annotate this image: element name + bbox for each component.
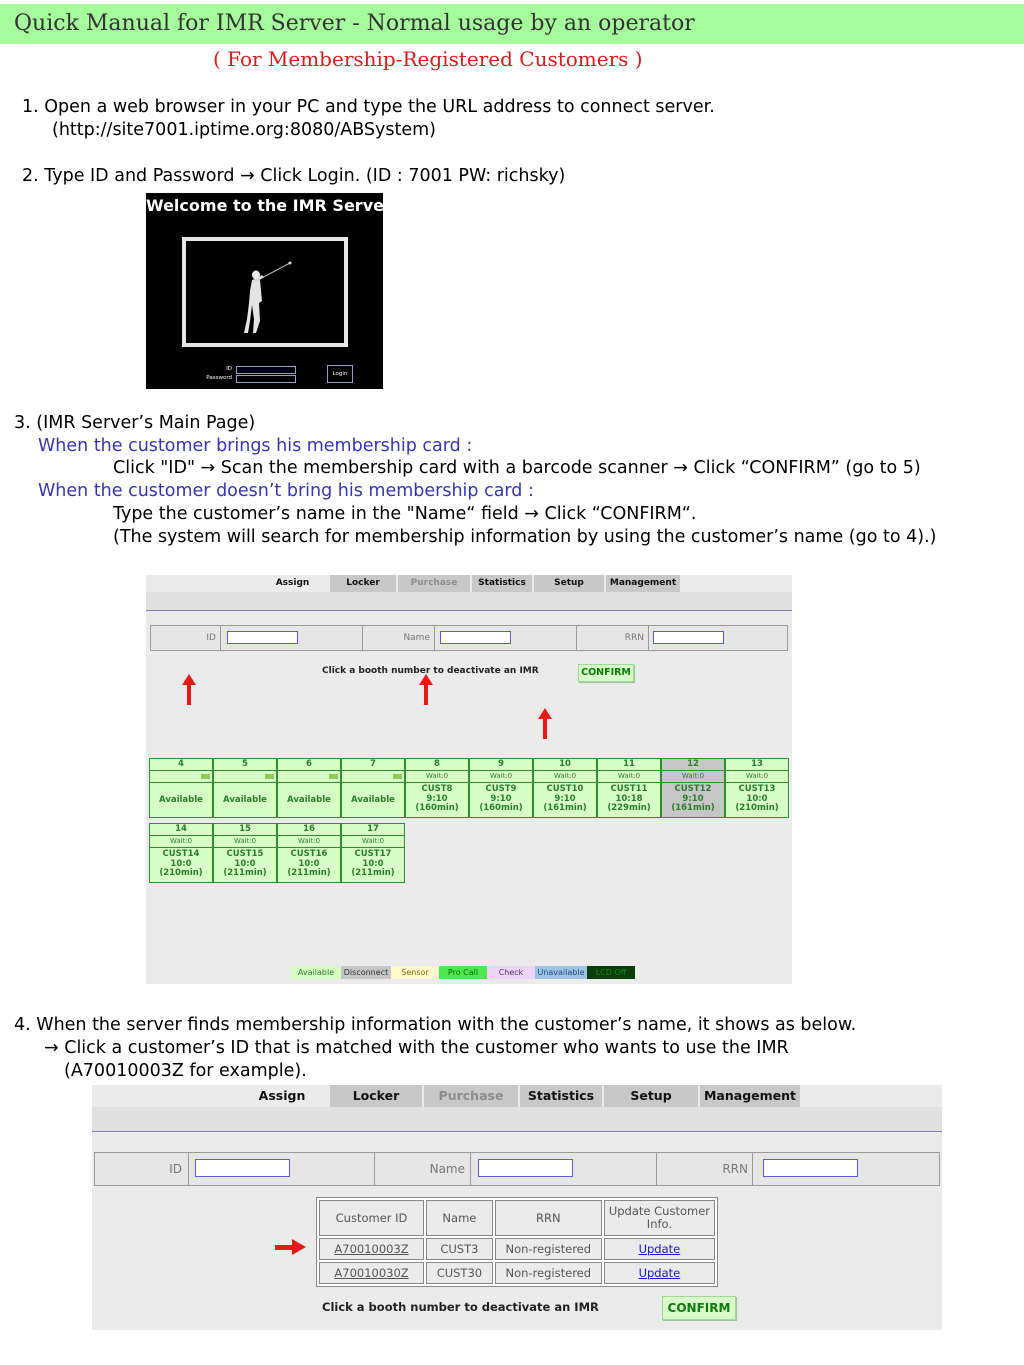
login-id-field[interactable] xyxy=(236,366,296,374)
page-subtitle: ( For Membership-Registered Customers ) xyxy=(213,47,643,71)
tab-setup[interactable]: Setup xyxy=(534,575,604,592)
id-input[interactable] xyxy=(195,1159,290,1177)
step4-example: (A70010003Z for example). xyxy=(64,1061,307,1081)
tab-purchase[interactable]: Purchase xyxy=(398,575,470,592)
col-customer-id: Customer ID xyxy=(319,1200,424,1236)
tab-management[interactable]: Management xyxy=(700,1085,800,1107)
search-name-label: Name xyxy=(429,1162,465,1176)
booth-12[interactable] xyxy=(661,758,725,818)
confirm-button[interactable]: CONFIRM xyxy=(578,664,634,682)
divider-line xyxy=(146,610,792,611)
toolbar-strip xyxy=(146,592,792,610)
login-screenshot xyxy=(146,193,392,389)
customer-id-cell[interactable] xyxy=(319,1262,424,1284)
booth-5[interactable] xyxy=(213,758,277,818)
search-rrn-label: RRN xyxy=(624,633,644,643)
customer-id-link[interactable]: A70010030Z xyxy=(334,1266,409,1280)
booth-17[interactable] xyxy=(341,823,405,883)
legend-item: Disconnect xyxy=(341,966,391,979)
step4-text: 4. When the server finds membership information with the customer’s name, it shows as below. xyxy=(14,1015,857,1035)
booth-wait: Wait:0 xyxy=(342,836,404,848)
search-name-label: Name xyxy=(403,633,430,643)
deactivate-instruction: Click a booth number to deactivate an IMR xyxy=(322,1300,599,1314)
booth-wait xyxy=(278,771,340,783)
tab-assign[interactable]: Assign xyxy=(234,1085,330,1107)
booth-wait: Wait:0 xyxy=(534,771,596,783)
rrn-cell: Non-registered xyxy=(495,1262,602,1284)
booth-status: Available xyxy=(159,795,203,805)
step3-case2-action2: (The system will search for membership information by using the customer’s name (go to 4).) xyxy=(113,527,937,547)
step3-heading: 3. (IMR Server’s Main Page) xyxy=(14,413,256,433)
golfer-image-frame xyxy=(182,237,348,347)
booth-number[interactable]: 13 xyxy=(726,759,788,771)
id-input[interactable] xyxy=(227,631,298,644)
booth-wait: Wait:0 xyxy=(406,771,468,783)
rrn-cell: Non-registered xyxy=(495,1238,602,1260)
customer-id-cell[interactable] xyxy=(319,1238,424,1260)
booth-wait xyxy=(214,771,276,783)
divider-line xyxy=(92,1131,942,1132)
booth-number[interactable]: 12 xyxy=(662,759,724,771)
booth-number[interactable]: 16 xyxy=(278,824,340,836)
search-bar xyxy=(150,625,788,651)
update-cell[interactable] xyxy=(604,1238,715,1260)
status-indicator-icon xyxy=(329,774,338,779)
rrn-input[interactable] xyxy=(763,1159,858,1177)
tab-locker[interactable]: Locker xyxy=(330,1085,422,1107)
booth-wait xyxy=(342,771,404,783)
booth-wait: Wait:0 xyxy=(726,771,788,783)
booth-status: CUST13 10:0 (210min) xyxy=(735,784,779,813)
booth-15[interactable] xyxy=(213,823,277,883)
login-button[interactable]: Login xyxy=(327,365,353,383)
booth-status: CUST14 10:0 (210min) xyxy=(159,849,203,878)
booth-status: Available xyxy=(287,795,331,805)
step1-text: 1. Open a web browser in your PC and type the URL address to connect server. xyxy=(22,97,715,117)
status-indicator-icon xyxy=(265,774,274,779)
booth-status: CUST12 9:10 (161min) xyxy=(662,783,724,817)
booth-wait: Wait:0 xyxy=(662,771,724,783)
legend-item: Available xyxy=(291,966,341,979)
booth-10[interactable] xyxy=(533,758,597,818)
login-password-field[interactable] xyxy=(236,375,296,383)
booth-6[interactable] xyxy=(277,758,341,818)
legend-item: LCD Off xyxy=(587,966,635,979)
name-cell: CUST30 xyxy=(426,1262,493,1284)
booth-9[interactable] xyxy=(469,758,533,818)
table-row xyxy=(319,1262,715,1284)
col-name: Name xyxy=(426,1200,493,1236)
legend-item: Pro Call xyxy=(439,966,487,979)
booth-number[interactable]: 11 xyxy=(598,759,660,771)
booth-number[interactable]: 5 xyxy=(214,759,276,771)
deactivate-instruction: Click a booth number to deactivate an IMR xyxy=(322,666,539,676)
toolbar-strip xyxy=(92,1107,942,1131)
search-rrn-label: RRN xyxy=(722,1162,748,1176)
customer-id-link[interactable]: A70010003Z xyxy=(334,1242,409,1256)
legend-item: Check xyxy=(487,966,535,979)
booth-11[interactable] xyxy=(597,758,661,818)
booth-number[interactable]: 9 xyxy=(470,759,532,771)
booth-14[interactable] xyxy=(149,823,213,883)
legend-item: Unavailable xyxy=(535,966,587,979)
status-indicator-icon xyxy=(393,774,402,779)
booth-status: CUST15 10:0 (211min) xyxy=(223,849,267,878)
golfer-figure-icon xyxy=(186,241,344,343)
search-result-screenshot xyxy=(92,1085,942,1330)
col-rrn: RRN xyxy=(495,1200,602,1236)
col-update: Update Customer Info. xyxy=(604,1200,715,1236)
name-input[interactable] xyxy=(478,1159,573,1177)
booth-wait: Wait:0 xyxy=(278,836,340,848)
page-title: Quick Manual for IMR Server - Normal usage by an operator xyxy=(14,11,695,36)
booth-number[interactable]: 15 xyxy=(214,824,276,836)
main-page-screenshot xyxy=(146,575,792,984)
table-row xyxy=(319,1238,715,1260)
booth-wait: Wait:0 xyxy=(598,771,660,783)
booth-status: CUST9 9:10 (160min) xyxy=(479,784,523,813)
step3-case1-action: Click "ID" → Scan the membership card with a barcode scanner → Click “CONFIRM” (go to 5) xyxy=(113,458,921,478)
login-password-label: Password xyxy=(206,375,232,381)
tab-locker[interactable]: Locker xyxy=(330,575,396,592)
tab-statistics[interactable]: Statistics xyxy=(520,1085,602,1107)
login-id-label: ID xyxy=(226,366,232,372)
name-cell: CUST3 xyxy=(426,1238,493,1260)
update-cell[interactable] xyxy=(604,1262,715,1284)
step3-case2: When the customer doesn’t bring his membership card : xyxy=(38,481,534,501)
confirm-button[interactable]: CONFIRM xyxy=(662,1296,736,1320)
booth-number[interactable]: 17 xyxy=(342,824,404,836)
booth-wait: Wait:0 xyxy=(150,836,212,848)
booth-status: CUST17 10:0 (211min) xyxy=(351,849,395,878)
booth-number[interactable]: 14 xyxy=(150,824,212,836)
booth-number[interactable]: 10 xyxy=(534,759,596,771)
booth-status: CUST16 10:0 (211min) xyxy=(287,849,331,878)
booth-7[interactable] xyxy=(341,758,405,818)
update-link[interactable]: Update xyxy=(638,1242,681,1256)
booth-4[interactable] xyxy=(149,758,213,818)
rrn-input[interactable] xyxy=(653,631,724,644)
step3-case2-action1: Type the customer’s name in the "Name“ field → Click “CONFIRM“. xyxy=(113,504,697,524)
search-id-label: ID xyxy=(169,1162,182,1176)
booth-13[interactable] xyxy=(725,758,789,818)
tab-setup[interactable]: Setup xyxy=(604,1085,698,1107)
tab-management[interactable]: Management xyxy=(606,575,680,592)
booth-wait: Wait:0 xyxy=(214,836,276,848)
legend-item: Sensor xyxy=(391,966,439,979)
search-id-label: ID xyxy=(206,633,216,643)
booth-status: Available xyxy=(223,795,267,805)
step2-text: 2. Type ID and Password → Click Login. (ID : 7001 PW: richsky) xyxy=(22,166,566,186)
update-link[interactable]: Update xyxy=(638,1266,681,1280)
booth-number[interactable]: 7 xyxy=(342,759,404,771)
booth-number[interactable]: 6 xyxy=(278,759,340,771)
step3-case1: When the customer brings his membership card : xyxy=(38,436,473,456)
step1-url: (http://site7001.iptime.org:8080/ABSystem) xyxy=(52,120,437,140)
name-input[interactable] xyxy=(440,631,511,644)
booth-status: CUST10 9:10 (161min) xyxy=(543,784,587,813)
booth-status: CUST11 10:18 (229min) xyxy=(607,784,651,813)
booth-wait xyxy=(150,771,212,783)
step4-instruction: → Click a customer’s ID that is matched with the customer who wants to use the IMR xyxy=(44,1038,789,1058)
booth-number[interactable]: 8 xyxy=(406,759,468,771)
search-bar xyxy=(94,1152,940,1186)
status-indicator-icon xyxy=(201,774,210,779)
booth-8[interactable] xyxy=(405,758,469,818)
table-header-row xyxy=(319,1200,715,1236)
booth-number[interactable]: 4 xyxy=(150,759,212,771)
tab-assign[interactable]: Assign xyxy=(255,575,330,592)
tab-purchase[interactable]: Purchase xyxy=(424,1085,518,1107)
tab-statistics[interactable]: Statistics xyxy=(472,575,532,592)
login-title: Welcome to the IMR Server xyxy=(146,196,392,215)
booth-16[interactable] xyxy=(277,823,341,883)
customer-results-table xyxy=(316,1197,718,1287)
booth-wait: Wait:0 xyxy=(470,771,532,783)
booth-status: Available xyxy=(351,795,395,805)
booth-status: CUST8 9:10 (160min) xyxy=(415,784,459,813)
